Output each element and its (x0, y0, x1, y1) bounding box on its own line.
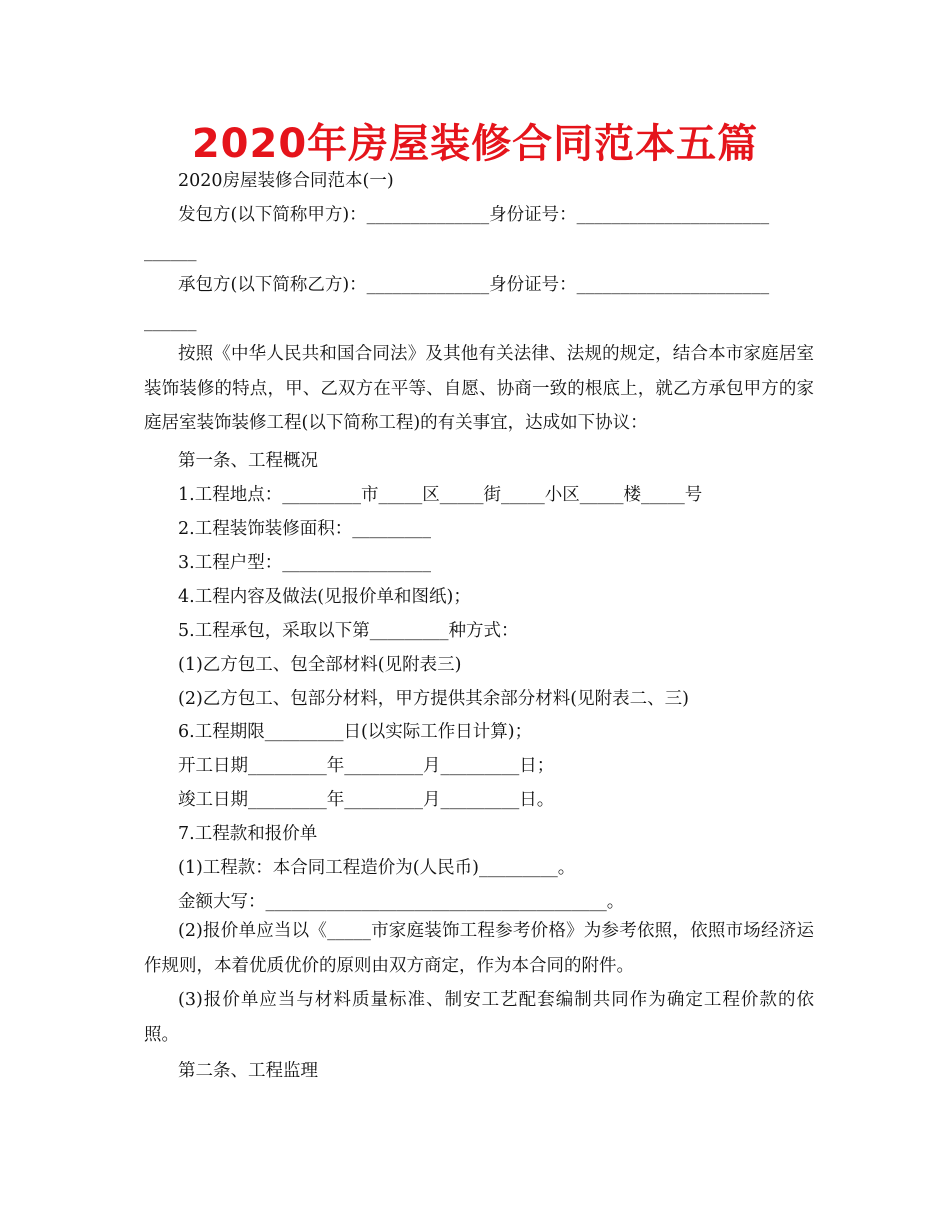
item-2-area: 2.工程装饰装修面积：_________ (178, 519, 431, 539)
item-7-price: (1)工程款：本合同工程造价为(人民币)_________。 (178, 858, 576, 878)
item-5-contract-method: 5.工程承包，采取以下第_________种方式： (178, 621, 519, 641)
article-1-heading: 第一条、工程概况 (178, 451, 318, 471)
item-3-layout: 3.工程户型：_________________ (178, 553, 431, 573)
contract-subtitle: 2020房屋装修合同范本(一) (178, 171, 394, 191)
item-7-3-paragraph: (3)报价单应当与材料质量标准、制安工艺配套编制共同作为确定工程价款的依照。 (144, 990, 814, 1045)
item-4-content: 4.工程内容及做法(见报价单和图纸)； (178, 587, 471, 607)
item-6-duration: 6.工程期限_________日(以实际工作日计算)； (178, 722, 533, 742)
item-1-location: 1.工程地点：_________市_____区_____街_____小区_____楼_____号 (178, 485, 703, 505)
item-5-option-2: (2)乙方包工、包部分材料，甲方提供其余部分材料(见附表二、三) (178, 689, 689, 709)
item-7-2-paragraph: (2)报价单应当以《_____市家庭装饰工程参考价格》为参考依照，依照市场经济运作规则，本着优质优价的原则由双方商定，作为本合同的附件。 (144, 921, 814, 976)
party-a-continuation: ______ (144, 242, 197, 262)
item-5-option-1: (1)乙方包工、包全部材料(见附表三) (178, 655, 462, 675)
start-date-line: 开工日期_________年_________月_________日； (178, 756, 555, 776)
amount-in-words-line: 金额大写：_______________________________________。 (178, 892, 625, 912)
end-date-line: 竣工日期_________年_________月_________日。 (178, 790, 555, 810)
party-a-line: 发包方(以下简称甲方)：______________身份证号：______________________ (178, 205, 770, 225)
item-7-heading: 7.工程款和报价单 (178, 824, 318, 844)
party-b-continuation: ______ (144, 312, 197, 332)
article-2-heading: 第二条、工程监理 (178, 1061, 318, 1081)
document-title: 2020年房屋装修合同范本五篇 (191, 121, 759, 167)
party-b-line: 承包方(以下简称乙方)：______________身份证号：______________________ (178, 275, 770, 295)
preamble-paragraph: 按照《中华人民共和国合同法》及其他有关法律、法规的规定，结合本市家庭居室装饰装修的特点，甲、乙双方在平等、自愿、协商一致的根底上，就乙方承包甲方的家庭居室装饰装修工程(以下简称工程)的有关事宜，达成如下协议： (144, 344, 814, 433)
